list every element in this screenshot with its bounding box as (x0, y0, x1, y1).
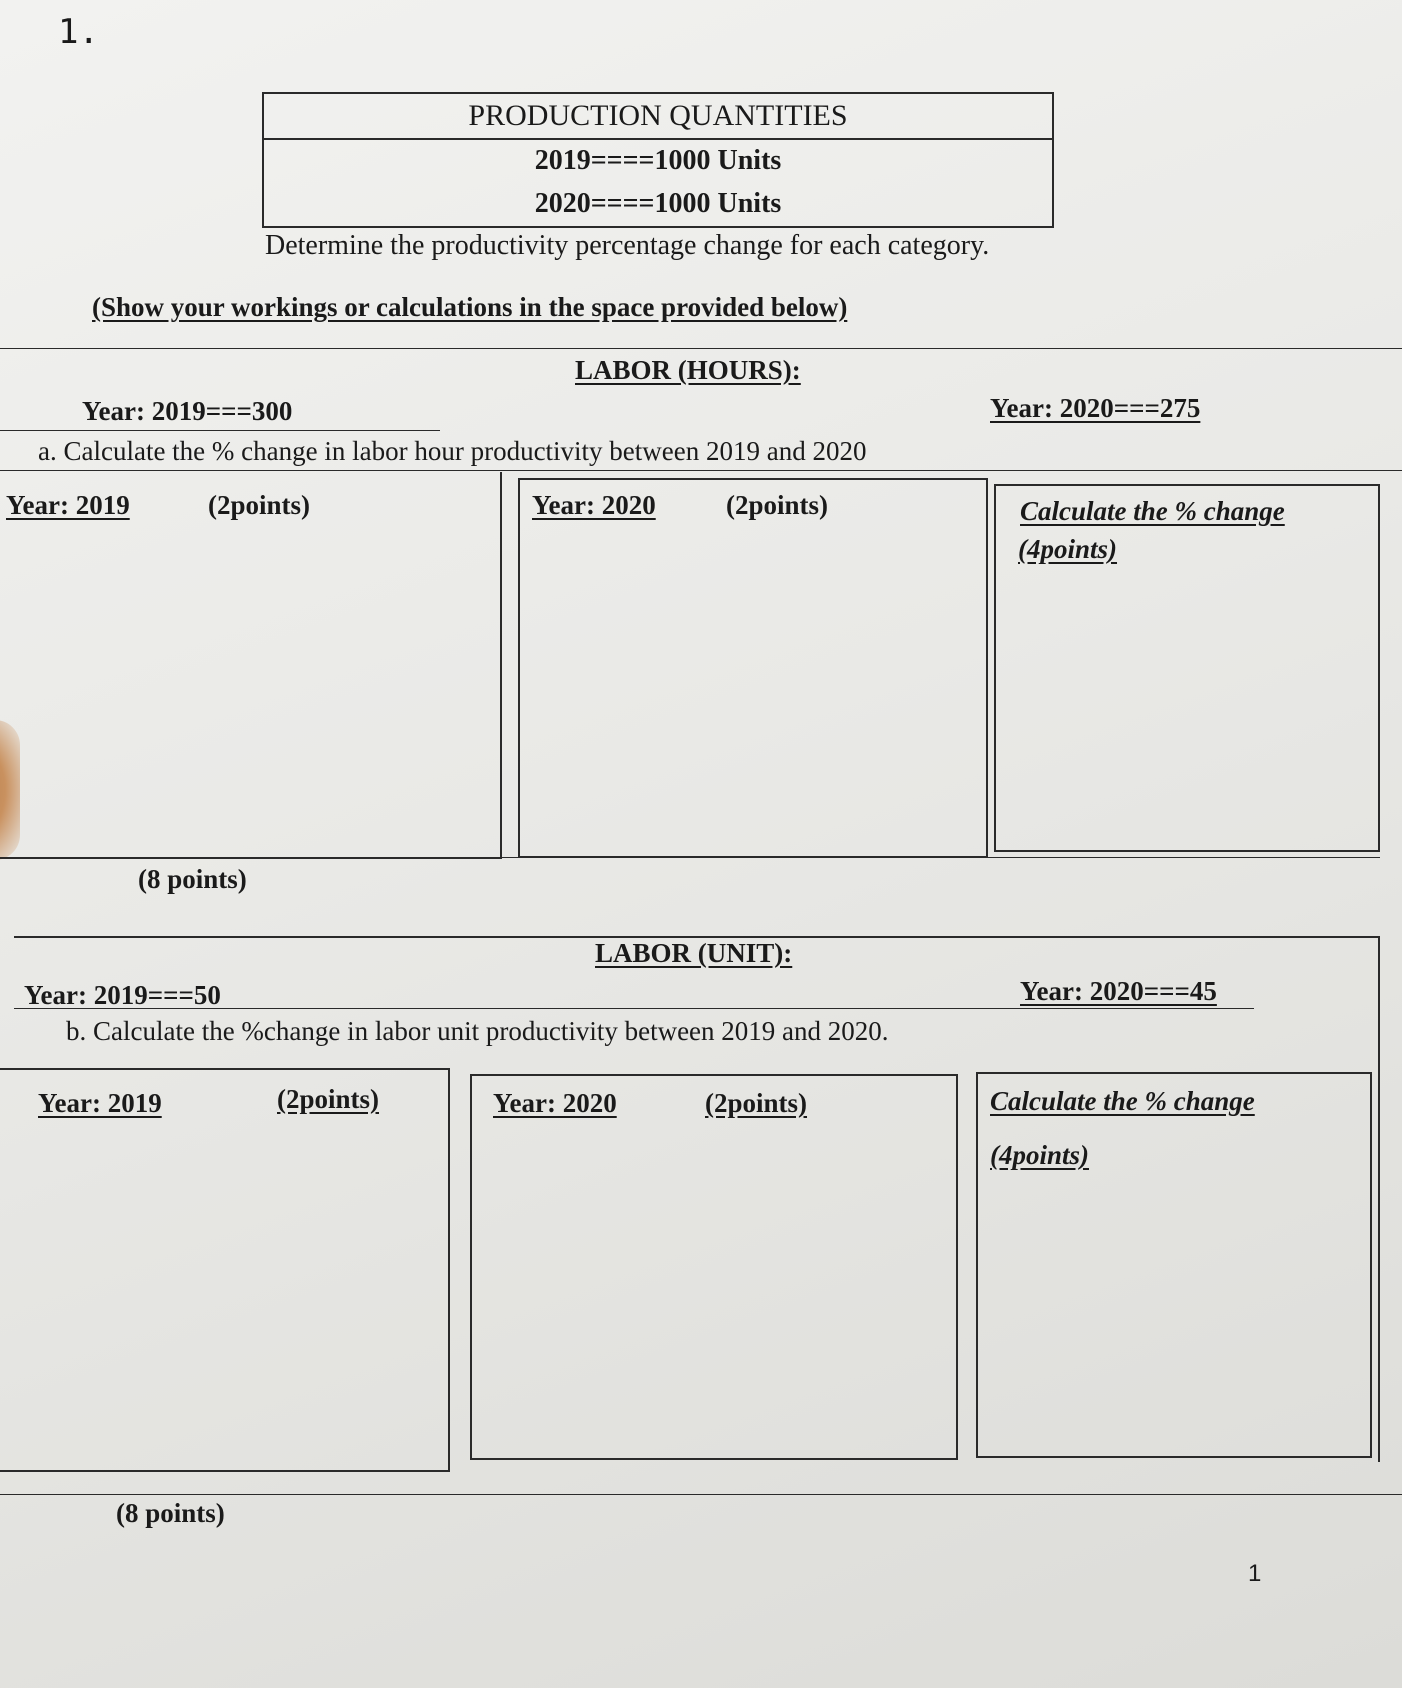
divider-question-a (0, 470, 1402, 471)
labor-hours-year-2019: Year: 2019===300 (82, 396, 293, 426)
labor-unit-total-points: (8 points) (116, 1498, 225, 1528)
labor-hours-box3-title: Calculate the % change (1020, 496, 1285, 526)
question-number: 1. (58, 12, 99, 52)
labor-hours-question-text: a. Calculate the % change in labor hour productivity between 2019 and 2020 (38, 436, 867, 466)
labor-unit-box-2019 (0, 1068, 450, 1472)
production-row-2020: 2020====1000 Units (534, 188, 782, 219)
labor-unit-box2-year: Year: 2020 (493, 1088, 617, 1118)
labor-unit-box3-points: (4points) (990, 1140, 1090, 1170)
labor-unit-box-2020 (470, 1074, 958, 1460)
labor-hours-box3-points: (4points) (1018, 534, 1118, 564)
instruction-text: Determine the productivity percentage change for each category. (265, 230, 990, 261)
divider-unit-year-line (14, 1008, 1254, 1009)
labor-unit-box-change (976, 1072, 1372, 1458)
labor-hours-box1-year: Year: 2019 (6, 490, 130, 520)
production-row-2019: 2019====1000 Units (534, 145, 782, 176)
show-work-note: (Show your workings or calculations in the space provided below) (92, 292, 848, 322)
production-table (262, 92, 1054, 228)
labor-hours-box-2019 (0, 472, 502, 859)
labor-hours-box-2020 (518, 478, 988, 858)
labor-hours-box2-points: (2points) (726, 490, 829, 520)
production-header: PRODUCTION QUANTITIES (264, 94, 1052, 140)
labor-hours-title: LABOR (HOURS): (575, 355, 801, 385)
page-number: 1 (1248, 1560, 1262, 1587)
divider-section-a-bottom (500, 857, 1380, 858)
labor-unit-box3-title: Calculate the % change (990, 1086, 1255, 1116)
divider-top (0, 348, 1402, 349)
labor-unit-title: LABOR (UNIT): (595, 938, 793, 968)
labor-unit-box1-year: Year: 2019 (38, 1088, 162, 1118)
labor-hours-box1-points: (2points) (208, 490, 311, 520)
labor-hours-year-2020: Year: 2020===275 (990, 393, 1201, 423)
labor-unit-year-2020: Year: 2020===45 (1020, 976, 1217, 1006)
labor-hours-question (38, 436, 867, 467)
divider-year-line (0, 430, 440, 431)
labor-unit-box2-points: (2points) (705, 1088, 808, 1118)
labor-hours-box2-year: Year: 2020 (532, 490, 656, 520)
labor-unit-box1-points: (2points) (277, 1084, 380, 1114)
labor-unit-question: b. Calculate the %change in labor unit productivity between 2019 and 2020. (66, 1016, 889, 1046)
divider-section-b-bottom (0, 1494, 1402, 1495)
labor-unit-year-2019: Year: 2019===50 (24, 980, 221, 1010)
labor-hours-total-points: (8 points) (138, 864, 247, 894)
